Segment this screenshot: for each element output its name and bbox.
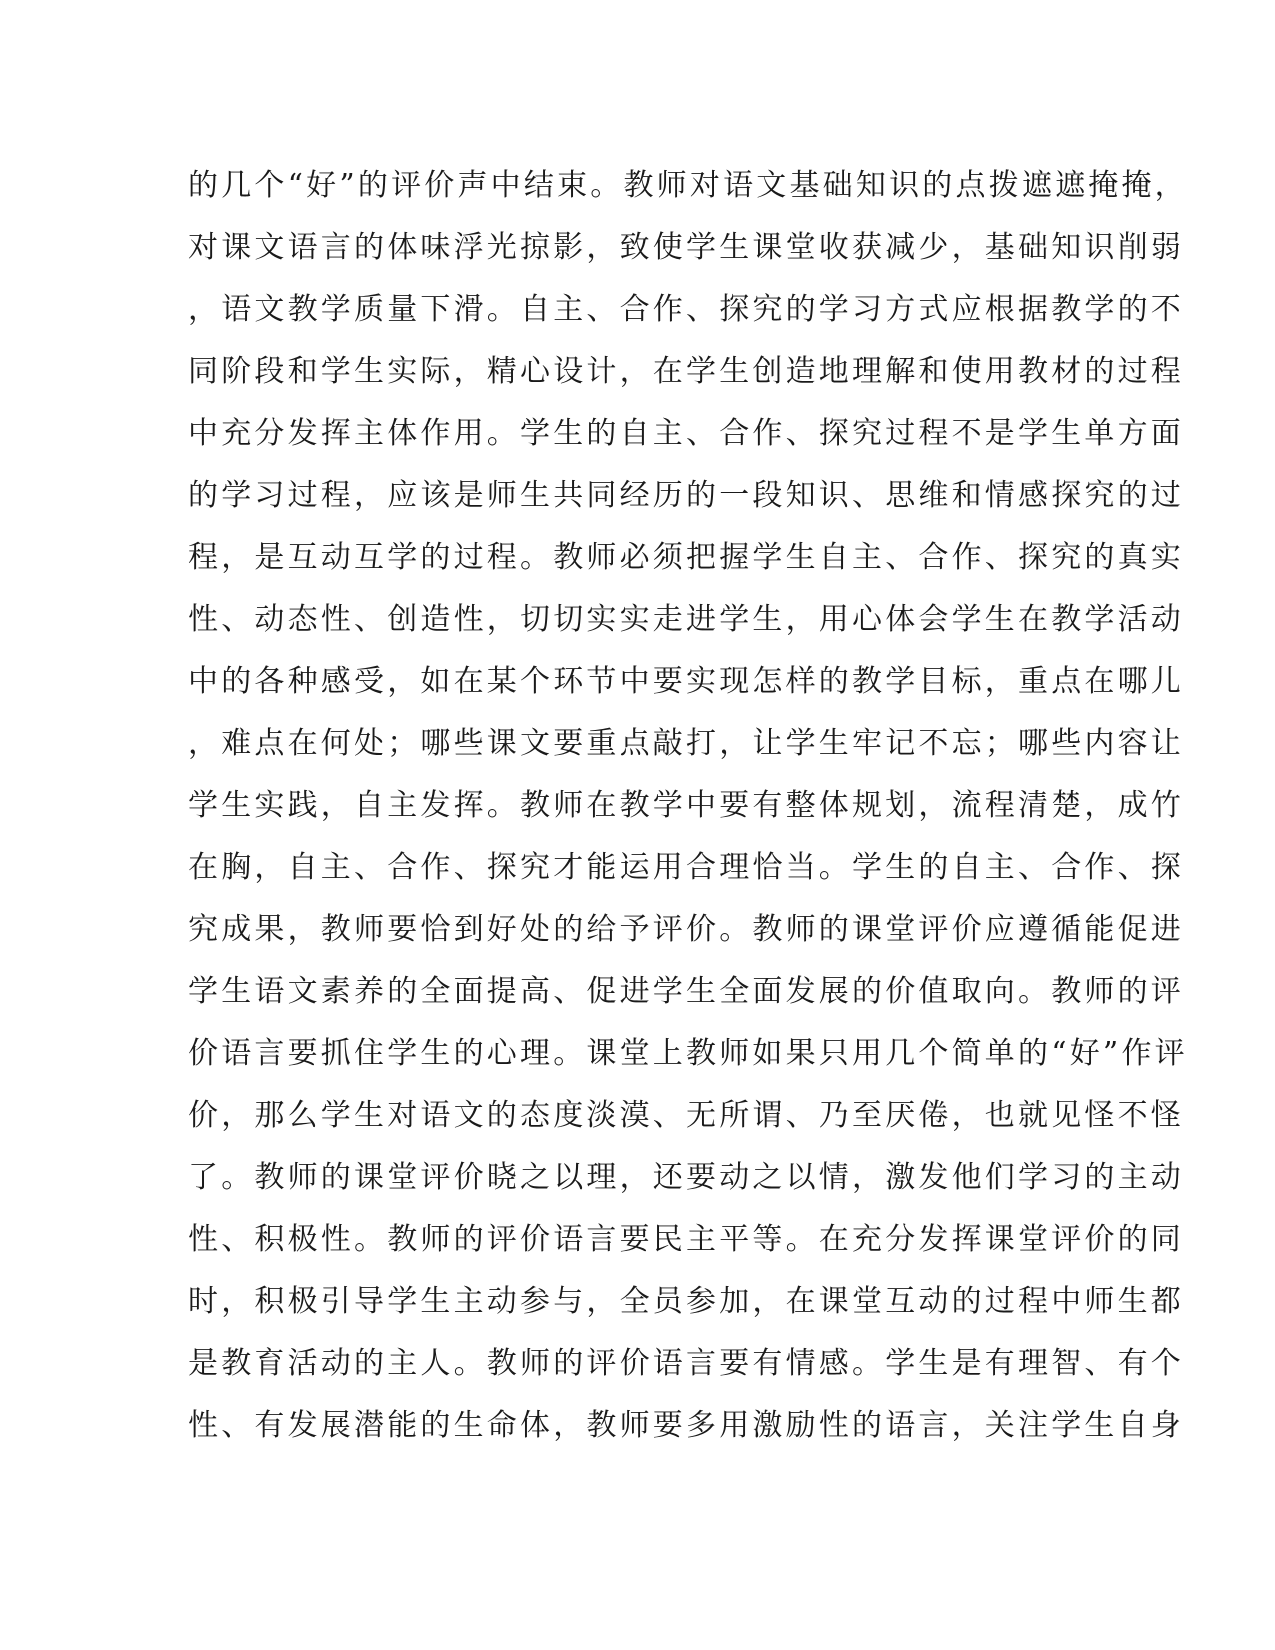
text-line: 是教育活动的主人。教师的评价语言要有情感。学生是有理智、有个	[188, 1346, 1184, 1381]
text-line: 对课文语言的体味浮光掠影，致使学生课堂收获减少，基础知识削弱	[188, 230, 1184, 265]
text-line: 在胸，自主、合作、探究才能运用合理恰当。学生的自主、合作、探	[188, 850, 1184, 885]
body-text	[188, 155, 1188, 1457]
text-line: 的学习过程，应该是师生共同经历的一段知识、思维和情感探究的过	[188, 478, 1184, 513]
text-line: 时，积极引导学生主动参与，全员参加，在课堂互动的过程中师生都	[188, 1284, 1184, 1319]
text-line: 学生语文素养的全面提高、促进学生全面发展的价值取向。教师的评	[188, 974, 1184, 1009]
text-line: 性、有发展潜能的生命体，教师要多用激励性的语言，关注学生自身	[188, 1408, 1184, 1443]
text-line: 中的各种感受，如在某个环节中要实现怎样的教学目标，重点在哪儿	[188, 664, 1184, 699]
text-line: 性、积极性。教师的评价语言要民主平等。在充分发挥课堂评价的同	[188, 1222, 1184, 1257]
text-line: 程，是互动互学的过程。教师必须把握学生自主、合作、探究的真实	[188, 540, 1184, 575]
text-line: 性、动态性、创造性，切切实实走进学生，用心体会学生在教学活动	[188, 602, 1184, 637]
text-line: 究成果，教师要恰到好处的给予评价。教师的课堂评价应遵循能促进	[188, 912, 1184, 947]
text-line: 价，那么学生对语文的态度淡漠、无所谓、乃至厌倦，也就见怪不怪	[188, 1098, 1184, 1133]
text-line: 价语言要抓住学生的心理。课堂上教师如果只用几个简单的“好”作评	[188, 1036, 1188, 1071]
text-line: 同阶段和学生实际，精心设计，在学生创造地理解和使用教材的过程	[188, 354, 1184, 389]
text-line: ，难点在何处；哪些课文要重点敲打，让学生牢记不忘；哪些内容让	[188, 726, 1184, 761]
text-line: ，语文教学质量下滑。自主、合作、探究的学习方式应根据教学的不	[188, 292, 1184, 327]
text-line: 了。教师的课堂评价晓之以理，还要动之以情，激发他们学习的主动	[188, 1160, 1184, 1195]
text-line: 的几个“好”的评价声中结束。教师对语文基础知识的点拨遮遮掩掩，	[188, 168, 1188, 203]
text-line: 中充分发挥主体作用。学生的自主、合作、探究过程不是学生单方面	[188, 416, 1184, 451]
text-line: 学生实践，自主发挥。教师在教学中要有整体规划，流程清楚，成竹	[188, 788, 1184, 823]
